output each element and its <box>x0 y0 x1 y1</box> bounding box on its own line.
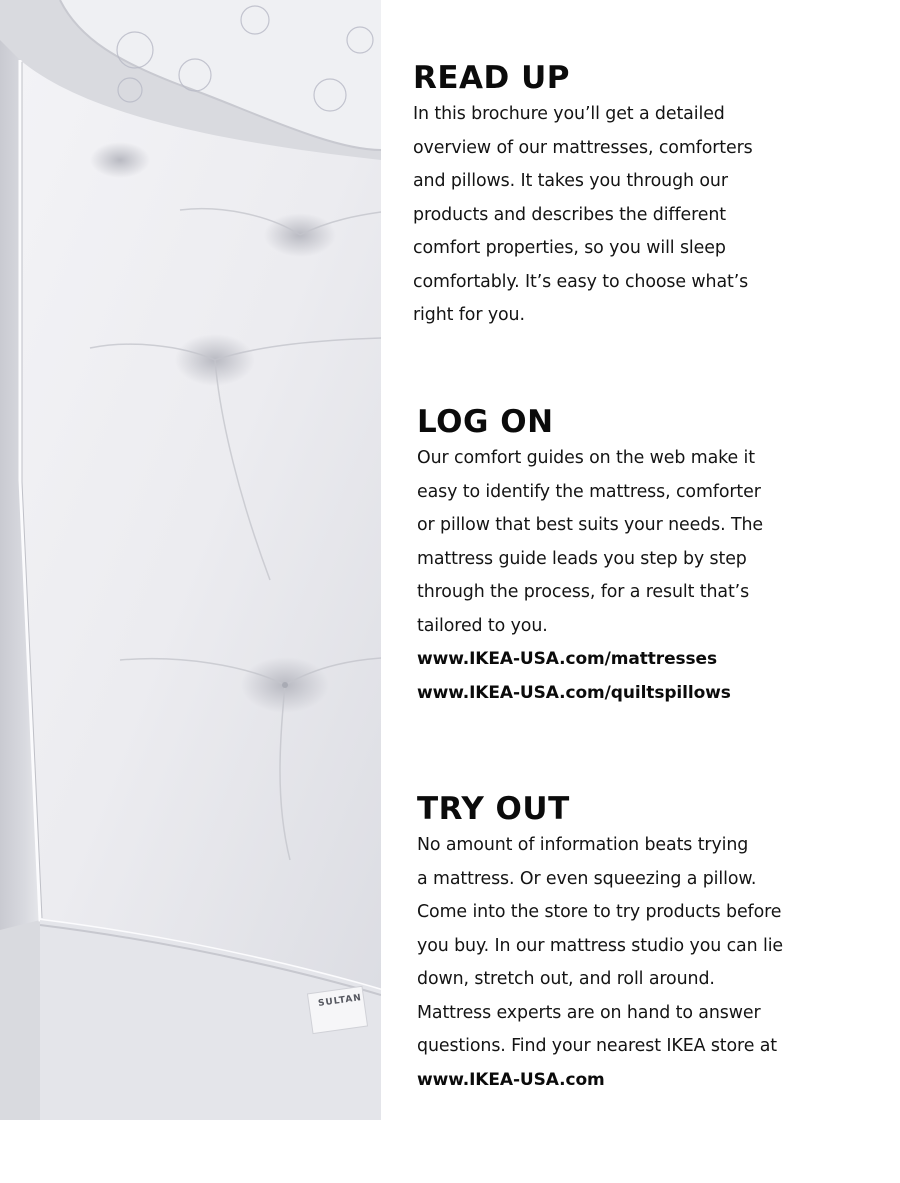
body-line: or pillow that best suits your needs. The <box>417 515 764 535</box>
mattresses-link[interactable]: www.IKEA-USA.com/mattresses <box>417 649 718 669</box>
section-body <box>413 98 853 333</box>
body-line: products and describes the different <box>413 204 726 225</box>
quiltspillows-link[interactable]: www.IKEA-USA.com/quiltspillows <box>417 682 731 703</box>
body-line: down, stretch out, and roll around. <box>417 969 715 989</box>
section-heading: READ UP <box>413 60 570 96</box>
body-line: tailored to you. <box>417 615 548 636</box>
mattress-illustration <box>0 0 381 1120</box>
body-line: No amount of information beats trying <box>417 835 749 855</box>
body-line: a mattress. Or even squeezing a pillow. <box>417 868 757 889</box>
body-line: comfortably. It’s easy to choose what’s <box>413 271 749 292</box>
body-line: mattress guide leads you step by step <box>417 548 747 569</box>
body-line: you buy. In our mattress studio you can lie <box>417 935 784 956</box>
section-body <box>417 442 857 710</box>
body-line: and pillows. It takes you through our <box>413 171 728 191</box>
body-line: through the process, for a result that’s <box>417 582 750 602</box>
section-try-out <box>417 789 857 1097</box>
body-line: easy to identify the mattress, comforter <box>417 481 761 502</box>
body-line: Mattress experts are on hand to answer <box>417 1002 761 1023</box>
section-body <box>417 829 857 1097</box>
body-line: questions. Find your nearest IKEA store at <box>417 1036 778 1056</box>
section-read-up <box>413 58 853 333</box>
sultan-label-text: SULTAN <box>317 992 363 1010</box>
mattress-photo <box>0 0 381 1120</box>
section-heading: LOG ON <box>417 404 554 440</box>
ikea-usa-link[interactable]: www.IKEA-USA.com <box>417 1069 605 1090</box>
body-line: In this brochure you’ll get a detailed <box>413 104 725 124</box>
body-line: right for you. <box>413 305 525 325</box>
body-line: Our comfort guides on the web make it <box>417 448 755 468</box>
body-line: Come into the store to try products before <box>417 902 782 922</box>
body-line: comfort properties, so you will sleep <box>413 238 726 258</box>
section-log-on <box>417 402 857 710</box>
section-heading: TRY OUT <box>417 791 570 827</box>
body-line: overview of our mattresses, comforters <box>413 137 753 158</box>
